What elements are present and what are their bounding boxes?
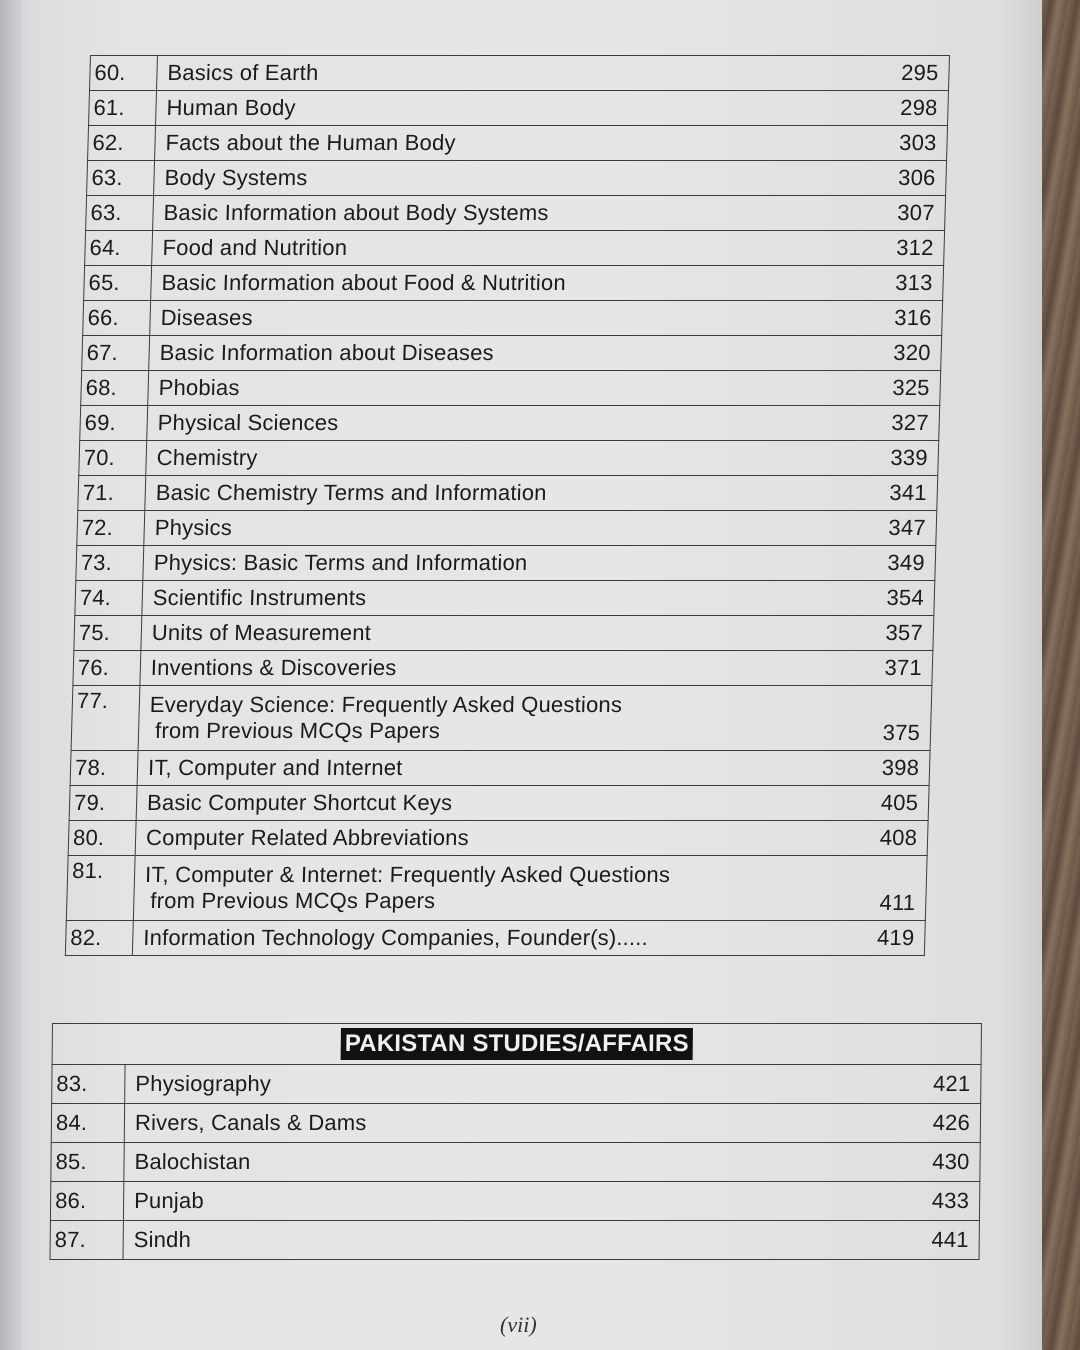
toc-entry-title: IT, Computer & Internet: Frequently Asked Questions	[144, 862, 671, 887]
toc-entry-title: Basics of Earth	[167, 60, 319, 85]
toc-entry-title-line2: from Previous MCQs Papers	[154, 718, 441, 743]
toc-entry-number: 71.	[78, 476, 146, 511]
toc-entry-title-cell	[140, 651, 850, 686]
toc-row	[79, 441, 939, 476]
toc-entry-page: 421	[898, 1065, 981, 1104]
toc-row	[69, 786, 929, 821]
toc-row	[66, 856, 927, 921]
toc-entry-title: Computer Related Abbreviations	[145, 825, 470, 850]
toc-entry-page: 298	[865, 91, 948, 126]
toc-entry-title: Food and Nutrition	[162, 235, 348, 260]
toc-row	[81, 371, 941, 406]
toc-entry-title: Sindh	[133, 1227, 192, 1252]
toc-entry-title-cell	[156, 91, 866, 126]
toc-entry-title: Body Systems	[164, 165, 308, 190]
toc-row	[80, 406, 940, 441]
toc-entry-number: 83.	[52, 1065, 125, 1104]
toc-entry-page: 341	[854, 476, 937, 511]
toc-row	[50, 1182, 979, 1221]
toc-entry-title: Punjab	[134, 1188, 204, 1213]
toc-entry-title-cell	[138, 686, 849, 751]
toc-entry-title-cell	[141, 616, 851, 651]
toc-row	[84, 266, 944, 301]
toc-entry-title: Physiography	[135, 1071, 272, 1096]
toc-entry-title: Physics	[154, 515, 233, 540]
toc-entry-number: 67.	[82, 336, 150, 371]
toc-row	[90, 56, 950, 91]
toc-entry-page: 419	[842, 921, 925, 956]
toc-entry-number: 85.	[51, 1143, 124, 1182]
toc-entry-number: 69.	[80, 406, 148, 441]
toc-entry-title-cell	[145, 476, 855, 511]
toc-row	[51, 1143, 980, 1182]
toc-entry-title: Everyday Science: Frequently Asked Questions	[149, 692, 623, 717]
toc-entry-number: 82.	[65, 921, 133, 956]
toc-entry-title-cell	[153, 196, 863, 231]
toc-entry-title: Human Body	[166, 95, 297, 120]
section-heading: PAKISTAN STUDIES/AFFAIRS	[341, 1028, 693, 1060]
toc-entry-title-cell	[149, 336, 859, 371]
toc-entry-page: 320	[858, 336, 941, 371]
toc-table-pakistan	[50, 1023, 982, 1260]
toc-entry-title-cell	[133, 856, 844, 921]
toc-row	[73, 651, 933, 686]
toc-entry-title: Basic Chemistry Terms and Information	[155, 480, 548, 505]
toc-entry-page: 441	[897, 1221, 980, 1260]
toc-entry-page: 347	[853, 511, 936, 546]
toc-entry-page: 433	[897, 1182, 980, 1221]
toc-entry-title-cell	[150, 301, 860, 336]
toc-row	[65, 921, 925, 956]
toc-entry-title: Basic Computer Shortcut Keys	[146, 790, 453, 815]
toc-entry-number: 68.	[81, 371, 149, 406]
toc-row	[51, 1104, 980, 1143]
toc-entry-number: 84.	[51, 1104, 124, 1143]
toc-entry-page: 398	[847, 751, 930, 786]
page-folio: (vii)	[500, 1312, 537, 1337]
toc-entry-title-cell	[157, 56, 867, 91]
toc-entry-page: 307	[862, 196, 945, 231]
toc-science-body	[65, 56, 949, 956]
toc-entry-title: Diseases	[160, 305, 254, 330]
toc-entry-title-cell	[136, 786, 846, 821]
toc-entry-title: Phobias	[158, 375, 240, 400]
toc-row	[82, 336, 942, 371]
toc-row	[71, 686, 932, 751]
wooden-table-background	[1042, 0, 1080, 1350]
toc-entry-number: 63.	[87, 161, 155, 196]
toc-entry-title: Facts about the Human Body	[165, 130, 457, 155]
toc-row	[86, 196, 946, 231]
toc-entry-title-cell	[148, 371, 858, 406]
toc-entry-number: 63.	[86, 196, 154, 231]
toc-entry-page: 411	[843, 856, 927, 921]
toc-entry-page: 325	[857, 371, 940, 406]
toc-entry-number: 62.	[88, 126, 156, 161]
toc-entry-title: Inventions & Discoveries	[150, 655, 397, 680]
toc-entry-page: 316	[859, 301, 942, 336]
toc-entry-title: Scientific Instruments	[152, 585, 367, 610]
toc-row	[68, 821, 928, 856]
toc-entry-title-cell	[143, 546, 853, 581]
toc-row	[89, 91, 949, 126]
toc-entry-title-cell	[137, 751, 847, 786]
toc-entry-title: Units of Measurement	[151, 620, 372, 645]
toc-entry-title-cell	[146, 441, 856, 476]
toc-entry-title: Balochistan	[134, 1149, 251, 1174]
section-heading-row	[52, 1024, 981, 1065]
toc-entry-page: 375	[848, 686, 932, 751]
toc-entry-number: 87.	[50, 1221, 123, 1260]
toc-entry-title: Basic Information about Body Systems	[163, 200, 549, 225]
toc-row	[87, 161, 947, 196]
toc-entry-page: 357	[850, 616, 933, 651]
toc-entry-title: Basic Information about Food & Nutrition	[161, 270, 567, 295]
toc-row	[75, 581, 935, 616]
toc-row	[78, 476, 938, 511]
toc-entry-number: 60.	[90, 56, 158, 91]
toc-entry-page: 426	[898, 1104, 981, 1143]
toc-entry-title-cell	[132, 921, 842, 956]
toc-entry-number: 73.	[76, 546, 144, 581]
toc-entry-title-cell	[125, 1065, 899, 1104]
toc-row	[70, 751, 930, 786]
toc-entry-title-cell	[124, 1143, 898, 1182]
toc-entry-page: 408	[845, 821, 928, 856]
toc-entry-page: 303	[864, 126, 947, 161]
toc-entry-number: 70.	[79, 441, 147, 476]
toc-row	[85, 231, 945, 266]
toc-entry-title-cell	[155, 126, 865, 161]
toc-entry-number: 77.	[71, 686, 140, 751]
toc-entry-number: 61.	[89, 91, 157, 126]
toc-entry-page: 354	[851, 581, 934, 616]
toc-entry-number: 65.	[84, 266, 152, 301]
toc-entry-page: 405	[846, 786, 929, 821]
section-heading-cell	[52, 1024, 981, 1065]
toc-entry-number: 81.	[66, 856, 135, 921]
toc-row	[88, 126, 948, 161]
toc-row	[76, 546, 936, 581]
toc-entry-number: 76.	[73, 651, 141, 686]
toc-entry-title-cell	[123, 1182, 897, 1221]
toc-entry-title-cell	[152, 231, 862, 266]
toc-entry-title: Chemistry	[156, 445, 258, 470]
toc-entry-number: 80.	[68, 821, 136, 856]
toc-entry-number: 74.	[75, 581, 143, 616]
toc-entry-title-cell	[147, 406, 857, 441]
toc-row	[52, 1065, 981, 1104]
toc-entry-page: 327	[856, 406, 939, 441]
page-binding-shadow	[0, 0, 22, 1350]
toc-entry-title-line2: from Previous MCQs Papers	[150, 888, 436, 913]
toc-entry-title: Physics: Basic Terms and Information	[153, 550, 528, 575]
toc-entry-title: Rivers, Canals & Dams	[134, 1110, 367, 1135]
toc-row	[83, 301, 943, 336]
toc-entry-page: 339	[855, 441, 938, 476]
toc-entry-title-cell	[123, 1221, 897, 1260]
toc-entry-number: 78.	[70, 751, 138, 786]
toc-entry-page: 371	[849, 651, 932, 686]
toc-entry-page: 430	[897, 1143, 980, 1182]
toc-entry-number: 66.	[83, 301, 151, 336]
toc-entry-title: Basic Information about Diseases	[159, 340, 495, 365]
toc-entry-number: 86.	[50, 1182, 123, 1221]
toc-row	[77, 511, 937, 546]
toc-row	[74, 616, 934, 651]
toc-entry-number: 72.	[77, 511, 145, 546]
toc-entry-title-cell	[144, 511, 854, 546]
toc-pakistan-body	[50, 1024, 981, 1260]
toc-entry-number: 79.	[69, 786, 137, 821]
toc-entry-page: 306	[863, 161, 946, 196]
toc-entry-page: 312	[861, 231, 944, 266]
toc-entry-title: Information Technology Companies, Founder(s).....	[143, 925, 649, 950]
toc-entry-title-cell	[154, 161, 864, 196]
toc-entry-title-cell	[151, 266, 861, 301]
toc-entry-title: Physical Sciences	[157, 410, 339, 435]
toc-row	[50, 1221, 979, 1260]
toc-entry-title: IT, Computer and Internet	[147, 755, 403, 780]
toc-entry-page: 313	[860, 266, 943, 301]
toc-entry-number: 64.	[85, 231, 153, 266]
toc-entry-page: 349	[852, 546, 935, 581]
toc-entry-title-cell	[142, 581, 852, 616]
toc-entry-number: 75.	[74, 616, 142, 651]
toc-table-science	[65, 55, 950, 956]
toc-entry-title-cell	[124, 1104, 898, 1143]
toc-entry-title-cell	[135, 821, 845, 856]
toc-entry-page: 295	[866, 56, 949, 91]
